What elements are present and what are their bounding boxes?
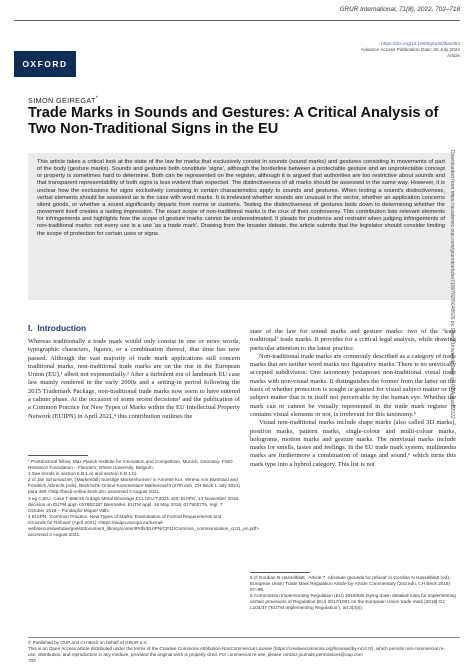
footnote: 5 cf Gordian N Hasselblatt, ‘Article 7. Absolute grounds for refusal’ in Gordian N Hasselblatt (ed), European Union Trade Mark Regulation Article-by-Article Commentary (2nd edn, CH Beck 2018) 97–99. — [250, 575, 451, 593]
paragraph: Whereas traditionally a trade mark would only consist in one or more words, typographic characters, figures, or a combination thereof, that time has now passed. Although the vast majority of trade mark applications still concern traditional marks, non-traditional trade marks are on the rise in the European Union (EU),¹ albeit not exponentially.² After a turbulent era of landmark EU case law mainly rendered in the early 2000s and a setting-in period following the 2015 Trademark Package, non-traditional trade marks now seem to have entered a calmer phase. At the occasion of some recent decisions³ and the publication of a Common Practice for New Types of Marks within the EU Intellectual Property Network (EUIPN) in April 2021,⁴ this contribution outlines the — [28, 338, 240, 420]
header-rule — [14, 20, 460, 21]
author-mark: * — [95, 95, 99, 102]
license-text: This is an Open Access article distributed under the terms of the Creative Commons Attribution-NonCommercial License (https://creativecommons.org/licenses/by-nc/4.0/), which permits non-commercial re-use, distribution, and reproduction in any medium, provided the original work is properly cited. For commercial re-use, please contact journals.permissions@oup.com — [28, 645, 445, 657]
article-title: Trade Marks in Sounds and Gestures: A Critical Analysis of Two Non-Traditional Signs in the EU — [28, 105, 439, 137]
paragraph: Non-traditional trade marks are commonly described as a category of trade marks that are neither word marks nor figurative marks. There is no univocally accepted subdivision. One taxonomy juxtaposes non-traditional visual trade marks with non-visual marks. It distinguishes the former from the latter on the basis of whether protection is sought or granted for visual subject matter or for subject matter that is in itself not perceivable by the human eye. Whether the mark can or cannot be visually represented in the trade mark register or contains visual elements or not, is irrelevant for this taxonomy.⁵ — [250, 352, 456, 418]
paragraph: Visual non-traditional marks include shape marks (also called 3D marks), position marks, pattern marks, single-colour and multi-colour marks, holograms, motion marks and gesture marks. The nonvisual marks include marks for smells, tastes and feelings. In the EU trade mark system, multimedia marks are furthermore a combination of image and sound,⁶ which turns this mark type into a hybrid category. This list is not — [250, 419, 456, 468]
footnote-rule — [28, 455, 88, 456]
author-name — [28, 96, 98, 105]
footnote: 6 Commission Implementing Regulation (EU) 2018/626 laying down detailed rules for implementing certain provisions of Regulation (EU) 2017/1001 on the European Union trade mark [2018] OJ L104/37 (‘EUTM Implementing Regulation’), art 3(3)(i). — [250, 593, 456, 611]
section-heading — [28, 323, 86, 333]
article-meta — [361, 41, 460, 60]
section-number: I. — [28, 323, 33, 333]
section-title: Introduction — [37, 323, 87, 333]
page-number: 702 — [28, 657, 36, 663]
footnote: 1 See trends in section II.B.1.a) and section II.B.1.b). — [28, 471, 138, 477]
footnote: * Postdoctoral fellow, Max Planck Institute for Innovation and Competition, Munich, Germany. FWO Research Foundation – Flanders; Ghent University, Belgium. — [28, 459, 233, 471]
journal-citation: GRUR International, 71(8), 2022, 702–718 — [339, 6, 460, 13]
article-type: Article — [446, 53, 460, 59]
abstract-box: This article takes a critical look at the state of the law for marks that exclusively consist in sounds (sound marks) and gestures consisting in movements of part of the body (gesture marks). Sounds and gestures both constitute ‘signs’, although the borderline between a protectable gesture and an unprotectable concept or property is sometimes hard to determine. Both can be represented on the register, although it is argued that authorities are too restrictive about sounds and that transparent representability of both signs is less evident than expected. The distinctiveness of all marks should be assessed in the same way. However, it is unclear how the exclusions for signs exclusively consisting in certain characteristics apply to sounds and gestures. When testing a sound’s distinctiveness, verbal elements should be assessed as is the case with word marks. It is irrelevant whether sounds are unusual in the sector, whether an application concerns silent goods, or whether a sound significantly departs from norms or customs. Testing the distinctiveness of gestures boils down to determining whether the movement itself creates a lasting impression. The exact scope of non-traditional marks is the crux of their controversy. This contribution lists relevant elements for infringements and highlights how the scope of gesture marks cannot be underestimated. It pleads for prudence and restraint when judging infringements of non-traditional marks: not every use is a use ‘as a trade mark’. Drawing from the broader debate, the article submits that the legislator should consider limiting the scope of protection for certain uses or signs. — [28, 153, 454, 300]
publication-date: Advance Access Publication Date: 26 July 2022 — [360, 47, 460, 53]
doi-link[interactable]: https://doi.org/10.1093/grurint/ikac053 — [381, 41, 460, 46]
license-footer — [28, 640, 448, 664]
download-watermark: Downloaded from https://academic.oup.com/grurint/article/71/8/702/6648526 by Ghent University user on 09 August 2022 — [449, 150, 455, 419]
footnotes-right — [250, 575, 456, 612]
body-column-right — [250, 328, 456, 469]
footnotes-left — [28, 459, 260, 538]
footnote: 4 EUIPN, ‘Common Practice. New Types of Marks: Examination of Formal Requirements and Grounds for Refusal’ (April 2021) <https://euipo.europa.eu/tunnel-web/secure/webdav/guest/document_library/contentPdfs/EUIPN/CP11/Common_communication_cp11_en.pdf> accessed 3 August 2021. — [28, 513, 260, 538]
footnote-rule — [250, 572, 310, 573]
body-column-left — [28, 338, 240, 421]
footer-rule — [28, 637, 460, 638]
copyright-line: © Published by OUP and CH Beck on behalf of GRUR e.V. — [28, 640, 148, 645]
footnote: 2 cf Jan Schumacher, ‘[Markenfall] Sonstige Markenformen’ in Annette Kur, Verena von Bomhard and Friedrich Albrecht (eds), Beck’sche Online-Kommentare Markenrecht (27th edn, CH Beck 1 July 2021) para 495 <http://beck-online.beck.de> accessed 3 August 2021. — [28, 477, 240, 495]
author-text: SIMON GEIREGAT — [28, 96, 96, 105]
oxford-logo: OXFORD — [14, 51, 76, 77]
footnote: 3 eg CJEU, Case T-668/19 Ardagh Metal Beverage ECLI:EU:T:2021:420; EUIPO, 13 November 2018, decision on EUTM appl. 017852187 Biermarke; EUTM appl. 18 May 2018, 017902776, regl. 7 October 2018 – Fundação Miquel Valls. — [28, 495, 240, 513]
paragraph: state of the law for sound marks and gesture marks: two of the ‘least traditional’ trade marks. It provides for a critical legal analysis, while drawing particular attention to the latest practice. — [250, 328, 456, 352]
